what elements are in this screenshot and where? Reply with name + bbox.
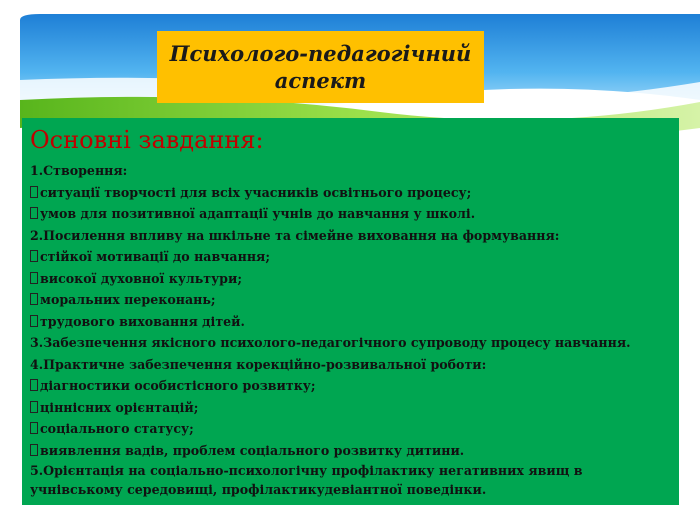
task-bullet-item — [30, 246, 671, 268]
bullet-box-icon — [30, 444, 38, 456]
slide-title-line2: аспект — [274, 68, 367, 93]
task-text: 1.Створення: — [30, 163, 128, 178]
tasks-heading: Основні завдання: — [30, 126, 264, 154]
task-bullet-item — [30, 268, 671, 290]
task-bullet-item — [30, 182, 671, 204]
content-panel — [22, 118, 679, 505]
task-numbered-item — [30, 332, 671, 354]
task-bullet-item — [30, 311, 671, 333]
task-text: 4.Практичне забезпечення корекційно-розвивальної роботи: — [30, 356, 487, 372]
task-bullet-item — [30, 418, 671, 440]
task-bullet-item — [30, 289, 671, 311]
bullet-box-icon — [30, 250, 38, 262]
task-text: 5.Орієнтація на соціально-психологічну профілактику негативних явищ в учнівському середовищі, профілактикудевіантної поведінки. — [30, 463, 583, 497]
task-text: моральних переконань; — [40, 292, 216, 307]
slide-title-box — [157, 31, 484, 103]
task-text: ціннісних орієнтацій; — [40, 399, 199, 415]
bullet-box-icon — [30, 207, 38, 219]
task-list — [30, 160, 671, 499]
task-bullet-item — [30, 203, 671, 225]
task-numbered-item — [30, 461, 671, 499]
bullet-box-icon — [30, 315, 38, 327]
task-text: умов для позитивної адаптації учнів до навчання у школі. — [40, 206, 476, 221]
task-text: ситуації творчості для всіх учасників освітнього процесу; — [40, 184, 472, 200]
task-text: 3.Забезпечення якісного психолого-педагогічного супроводу процесу навчання. — [30, 335, 631, 350]
task-text: 2.Посилення впливу на шкільне та сімейне виховання на формування: — [30, 227, 560, 243]
task-text: діагностики особистісного розвитку; — [40, 378, 316, 393]
task-numbered-item — [30, 160, 671, 182]
bullet-box-icon — [30, 272, 38, 284]
task-text: виявлення вадів, проблем соціального розвитку дитини. — [40, 442, 465, 458]
task-bullet-item — [30, 397, 671, 419]
task-numbered-item — [30, 225, 671, 247]
slide-title-line1: Психолого-педагогічний — [169, 41, 472, 66]
bullet-box-icon — [30, 422, 38, 434]
task-text: трудового виховання дітей. — [40, 313, 245, 329]
bullet-box-icon — [30, 401, 38, 413]
task-bullet-item — [30, 375, 671, 397]
task-bullet-item — [30, 440, 671, 462]
bullet-box-icon — [30, 379, 38, 391]
bullet-box-icon — [30, 293, 38, 305]
task-text: соціального статусу; — [40, 421, 194, 436]
bullet-box-icon — [30, 186, 38, 198]
task-numbered-item — [30, 354, 671, 376]
task-text: високої духовної культури; — [40, 270, 242, 286]
task-text: стійкої мотивації до навчання; — [40, 249, 270, 264]
